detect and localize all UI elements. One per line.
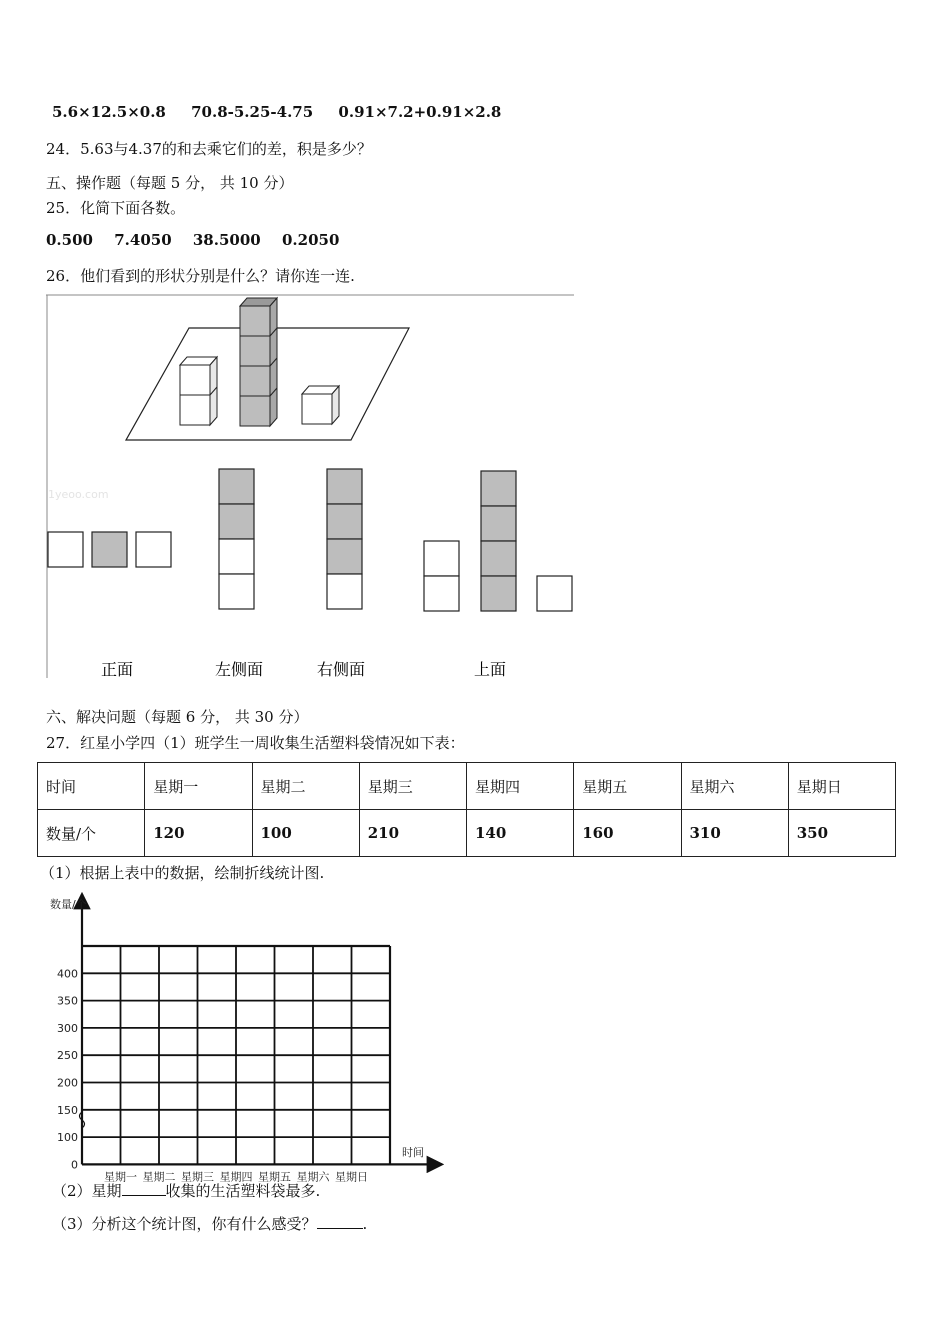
line-chart-grid	[46, 892, 456, 1184]
cube-stack-left	[180, 357, 217, 425]
number-1: 0.500	[46, 231, 93, 249]
answer-blank-feeling[interactable]	[317, 1214, 363, 1229]
x-tick-label: 星期三	[181, 1170, 214, 1184]
view-shape-b	[219, 469, 254, 609]
part-3-prefix: （3）分析这个统计图，你有什么感受？	[52, 1215, 317, 1233]
number-4: 0.2050	[281, 231, 340, 249]
y-tick-labels	[57, 967, 78, 1171]
q23-expressions	[52, 103, 521, 121]
view-label-right-side: 右侧面	[317, 660, 366, 679]
table-cell: 数量/个	[38, 810, 145, 857]
table-cell: 时间	[38, 763, 145, 810]
expression-1: 5.6×12.5×0.8	[52, 103, 166, 121]
part-3-suffix: .	[362, 1215, 368, 1233]
plastic-bag-table	[37, 762, 896, 857]
x-tick-label: 星期日	[335, 1170, 368, 1184]
question-25: 25．化简下面各数。	[46, 199, 186, 217]
chart-gridlines	[82, 894, 442, 1164]
table-cell: 星期三	[359, 763, 466, 810]
q25-numbers	[46, 231, 355, 249]
table-cell: 星期六	[681, 763, 788, 810]
section-5-heading: 五、操作题（每题 5 分， 共 10 分）	[46, 174, 294, 192]
expression-3: 0.91×7.2+0.91×2.8	[338, 103, 502, 121]
x-tick-label: 星期四	[219, 1170, 253, 1184]
y-tick-label: 0	[71, 1158, 78, 1172]
watermark: 1yeoo.com	[48, 488, 109, 501]
x-tick-label: 星期一	[104, 1170, 137, 1184]
cube-views-figure	[46, 294, 576, 680]
x-tick-label: 星期五	[258, 1170, 291, 1184]
table-row	[38, 810, 896, 857]
table-cell: 350	[788, 810, 895, 857]
table-cell: 星期五	[574, 763, 681, 810]
y-axis-label: 数量/个	[50, 898, 87, 911]
y-tick-label: 150	[57, 1103, 78, 1117]
table-cell: 210	[359, 810, 466, 857]
expression-2: 70.8-5.25-4.75	[191, 103, 314, 121]
table-cell: 星期一	[145, 763, 252, 810]
y-tick-label: 250	[57, 1049, 78, 1063]
view-label-left-side: 左侧面	[215, 660, 264, 679]
view-shape-d	[424, 471, 572, 611]
view-label-top: 上面	[474, 660, 507, 679]
table-cell: 星期日	[788, 763, 895, 810]
x-axis-label: 时间	[402, 1146, 424, 1159]
table-header-row	[38, 763, 896, 810]
answer-blank-day[interactable]	[122, 1181, 166, 1196]
question-26: 26．他们看到的形状分别是什么？请你连一连.	[46, 267, 355, 285]
question-27-part-3	[52, 1213, 367, 1234]
table-cell: 120	[145, 810, 252, 857]
y-tick-label: 400	[57, 967, 78, 981]
x-tick-label: 星期二	[142, 1170, 176, 1184]
y-tick-label: 200	[57, 1076, 78, 1090]
number-2: 7.4050	[114, 231, 172, 249]
part-2-prefix: （2）星期	[52, 1182, 122, 1200]
view-shape-a	[48, 532, 171, 567]
part-2-suffix: 收集的生活塑料袋最多.	[165, 1182, 321, 1200]
question-27-part-2	[52, 1180, 320, 1201]
number-3: 38.5000	[192, 231, 261, 249]
view-shape-c	[327, 469, 362, 609]
y-tick-label: 300	[57, 1021, 78, 1035]
cube-single-right	[302, 386, 339, 424]
view-label-front: 正面	[101, 660, 134, 679]
table-cell: 140	[467, 810, 574, 857]
cube-stack-tall	[240, 298, 277, 426]
question-27: 27．红星小学四（1）班学生一周收集生活塑料袋情况如下表：	[46, 734, 465, 752]
question-27-part-1: （1）根据上表中的数据，绘制折线统计图.	[40, 864, 325, 882]
question-24: 24．5.63与4.37的和去乘它们的差，积是多少？	[46, 140, 372, 158]
table-cell: 160	[574, 810, 681, 857]
table-cell: 星期四	[467, 763, 574, 810]
y-tick-label: 350	[57, 994, 78, 1008]
section-6-heading: 六、解决问题（每题 6 分， 共 30 分）	[46, 708, 309, 726]
y-tick-label: 100	[57, 1131, 78, 1145]
table-cell: 310	[681, 810, 788, 857]
table-cell: 100	[252, 810, 359, 857]
table-cell: 星期二	[252, 763, 359, 810]
x-tick-label: 星期六	[296, 1170, 330, 1184]
